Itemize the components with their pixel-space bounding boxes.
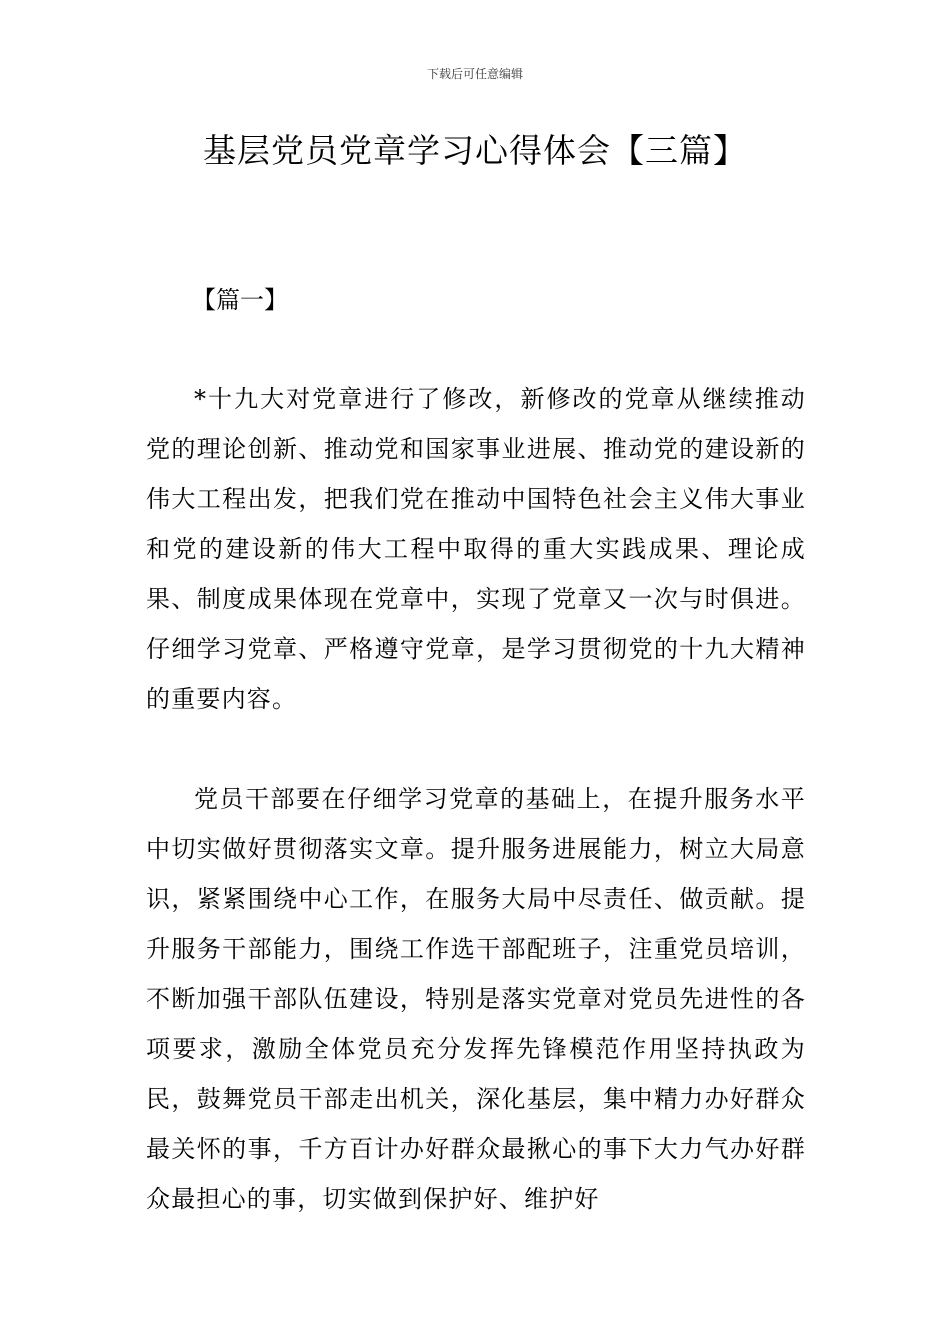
- section-heading: 【篇一】: [192, 286, 288, 314]
- body-paragraph: *十九大对党章进行了修改，新修改的党章从继续推动党的理论创新、推动党和国家事业进展、推动党的建设新的伟大工程出发，把我们党在推动中国特色社会主义伟大事业和党的建设新的伟大工程中取得的重大实践成果、理论成果、制度成果体现在党章中，实现了党章又一次与时俱进。仔细学习党章、严格遵守党章，是学习贯彻党的十九大精神的重要内容。: [146, 385, 806, 713]
- body-paragraph: 党员干部要在仔细学习党章的基础上，在提升服务水平中切实做好贯彻落实文章。提升服务进展能力，树立大局意识，紧紧围绕中心工作，在服务大局中尽责任、做贡献。提升服务干部能力，围绕工作选干部配班子，注重党员培训，不断加强干部队伍建设，特别是落实党章对党员先进性的各项要求，激励全体党员充分发挥先锋模范作用坚持执政为民，鼓舞党员干部走出机关，深化基层，集中精力办好群众最关怀的事，千方百计办好群众最揪心的事下大力气办好群众最担心的事，切实做到保护好、维护好: [146, 785, 806, 1213]
- document-title: 基层党员党章学习心得体会【三篇】: [203, 131, 747, 170]
- header-note: 下载后可任意编辑: [426, 67, 523, 81]
